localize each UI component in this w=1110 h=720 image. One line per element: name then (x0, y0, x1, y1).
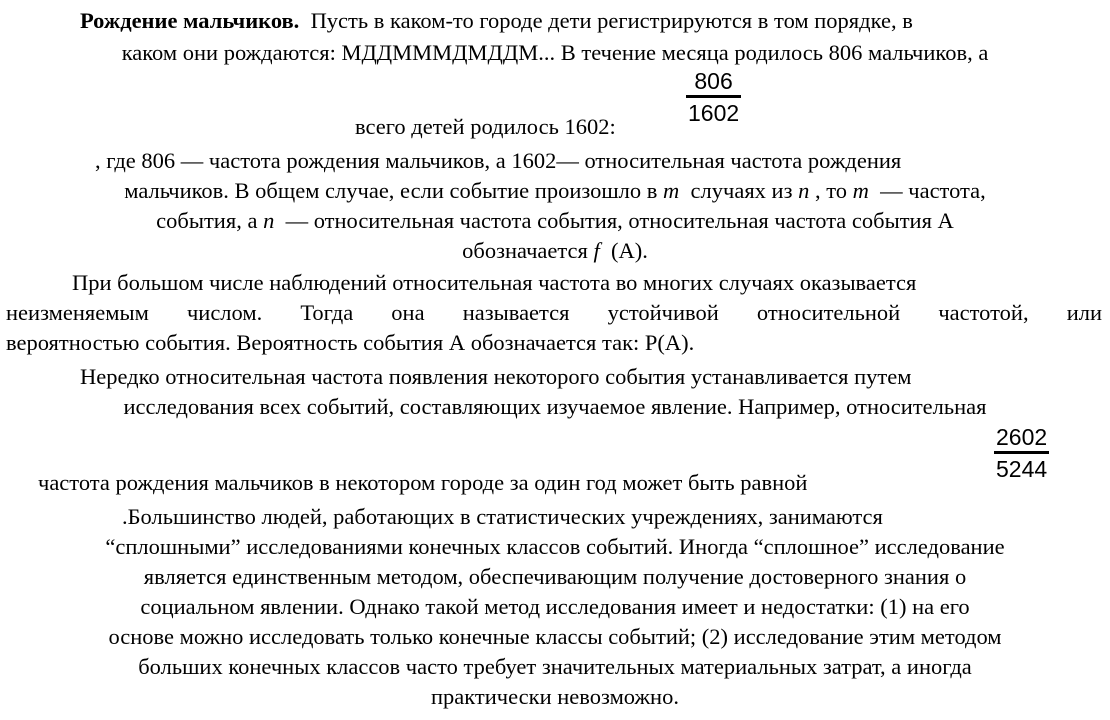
variable-m: m (663, 178, 680, 203)
text: обозначается (462, 238, 588, 263)
paragraph-2-line-1: , где 806 — частота рождения мальчиков, а 1602— относительная частота рождения (95, 148, 902, 173)
text: , то (814, 178, 848, 203)
paragraph-4-line-1: Нередко относительная частота появления некоторого события устанавливается путем (80, 364, 912, 389)
paragraph-5-line-3: является единственным методом, обеспечивающим получение достоверного знания о (143, 564, 967, 589)
text: — относительная частота события, относительная частота события А (285, 208, 954, 233)
paragraph-5-line-6: больших конечных классов часто требует значительных материальных затрат, а иногда (138, 654, 972, 679)
paragraph-5-line-5: основе можно исследовать только конечные классы событий; (2) исследование этим методом (108, 624, 1002, 649)
fraction-bar (686, 95, 741, 98)
fraction-numerator: 806 (694, 68, 733, 94)
text: Пусть в каком-то городе дети регистрируются в том порядке, в (310, 8, 913, 33)
paragraph-3-line-2: неизменяемым числом. Тогда она называется устойчивой относительной частотой, или (6, 300, 1102, 325)
text: случаях из (690, 178, 793, 203)
text: события, а (156, 208, 258, 233)
paragraph-5-line-4: социальном явлении. Однако такой метод исследования имеет и недостатки: (1) на его (140, 594, 970, 619)
text: мальчиков. В общем случае, если событие произошло в (124, 178, 658, 203)
paragraph-3-line-3: вероятностью события. Вероятность события А обозначается так: Р(А). (6, 330, 695, 355)
fraction-806-1602 (686, 68, 741, 126)
section-heading: Рождение мальчиков. (80, 8, 300, 33)
variable-n: n (798, 178, 810, 203)
fraction-numerator: 2602 (996, 424, 1048, 450)
paragraph-4-line-2: исследования всех событий, составляющих изучаемое явление. Например, относительная (123, 394, 987, 419)
text: (А). (610, 238, 648, 263)
paragraph-4-line-3: частота рождения мальчиков в некотором городе за один год может быть равной (38, 470, 808, 495)
paragraph-1-line-3: всего детей родилось 1602: (355, 114, 616, 139)
variable-f: f (593, 238, 600, 263)
fraction-denominator: 1602 (688, 100, 740, 126)
paragraph-2-line-2 (0, 176, 1110, 206)
variable-n: n (263, 208, 275, 233)
paragraph-5-line-1: .Большинство людей, работающих в статистических учреждениях, занимаются (122, 504, 883, 529)
fraction-2602-5244 (994, 424, 1049, 482)
fraction-denominator: 5244 (996, 456, 1048, 482)
variable-m: m (852, 178, 869, 203)
paragraph-1-line-2: каком они рождаются: МДДМММДМДДМ... В течение месяца родилось 806 мальчиков, а (121, 40, 989, 65)
paragraph-1-line-1 (80, 6, 913, 36)
text: — частота, (880, 178, 986, 203)
paragraph-3-line-1: При большом числе наблюдений относительная частота во многих случаях оказывается (72, 270, 917, 295)
fraction-bar (994, 451, 1049, 454)
paragraph-2-line-3 (0, 206, 1110, 236)
paragraph-5-line-7: практически невозможно. (431, 684, 679, 709)
paragraph-5-line-2: “сплошными” исследованиями конечных классов событий. Иногда “сплошное” исследование (105, 534, 1005, 559)
paragraph-2-line-4 (0, 236, 1110, 266)
